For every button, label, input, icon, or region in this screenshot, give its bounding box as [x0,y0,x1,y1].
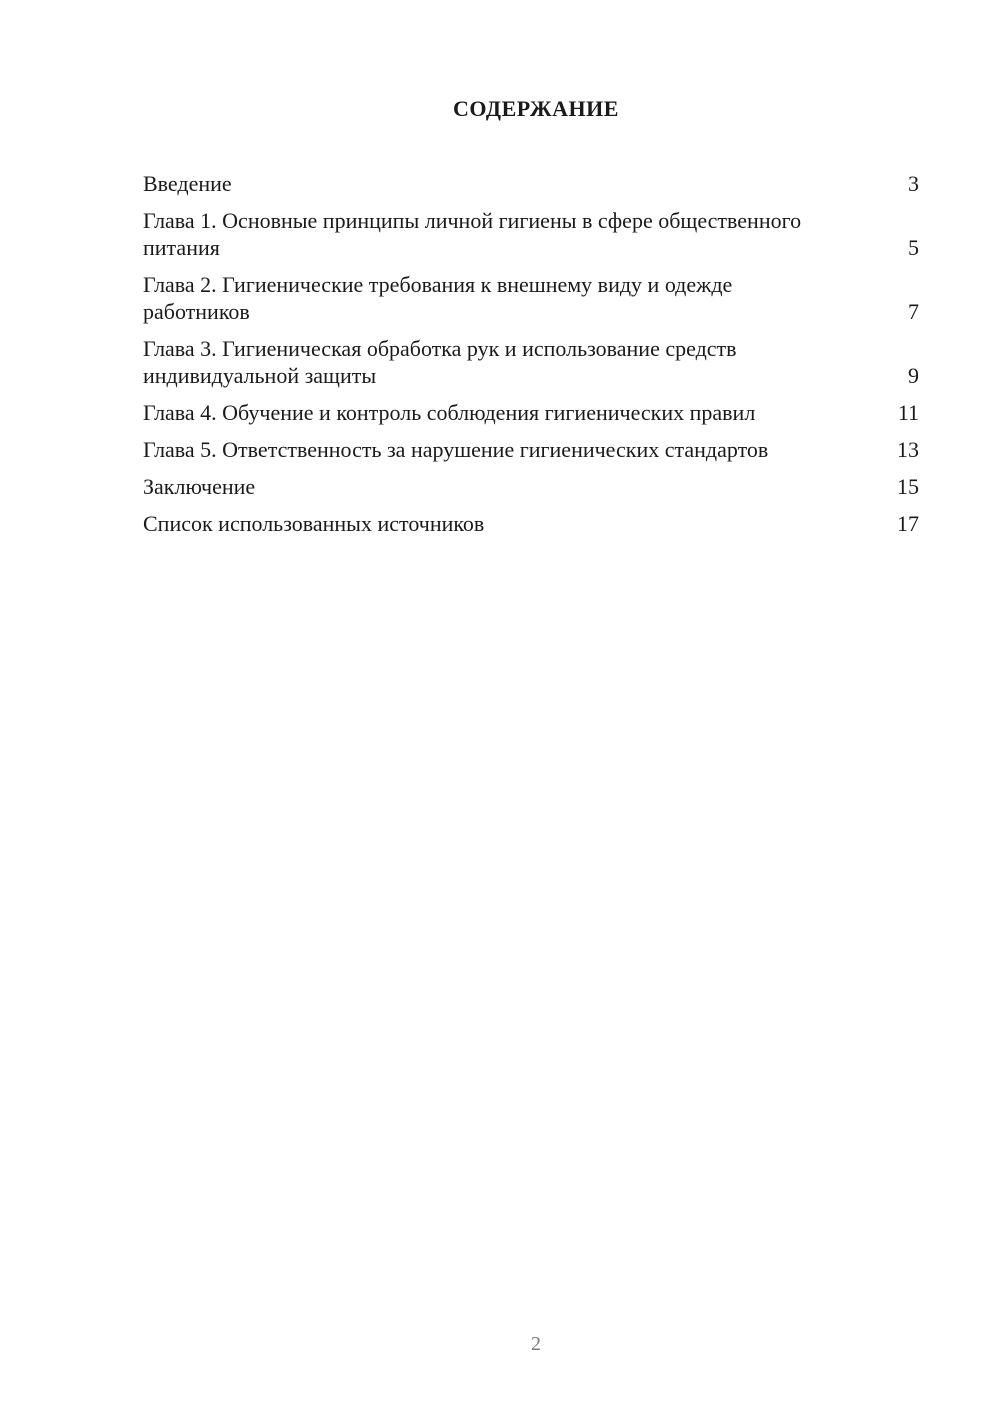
toc-entry-page: 17 [897,511,919,536]
toc-entry-title: Глава 1. Основные принципы личной гигиены в сфере общественного питания [143,208,802,260]
toc-entry-page: 13 [897,437,919,462]
toc-entry-title: Список использованных источников [143,511,485,536]
toc-entry-page: 11 [897,400,919,425]
toc-entry-conclusion [143,473,919,500]
toc-entry-page: 9 [908,363,919,388]
toc-entry-title: Введение [143,171,232,196]
toc-entry-chapter-3 [143,335,919,389]
table-of-contents [143,170,919,547]
toc-entry-title: Глава 5. Ответственность за нарушение гигиенических стандартов [143,437,769,462]
toc-entry-title: Заключение [143,474,256,499]
toc-entry-chapter-1 [143,207,919,261]
toc-entry-introduction [143,170,919,197]
toc-entry-page: 15 [897,474,919,499]
toc-entry-page: 7 [908,299,919,324]
toc-entry-page: 3 [908,171,919,196]
page-number: 2 [531,1333,541,1355]
toc-entry-references [143,510,919,537]
toc-heading: СОДЕРЖАНИЕ [453,96,619,121]
toc-entry-chapter-4 [143,399,919,426]
toc-entry-title: Глава 4. Обучение и контроль соблюдения гигиенических правил [143,400,756,425]
toc-entry-chapter-5 [143,436,919,463]
toc-entry-title: Глава 3. Гигиеническая обработка рук и использование средств индивидуальной защиты [143,336,737,388]
toc-entry-chapter-2 [143,271,919,325]
toc-entry-page: 5 [908,235,919,260]
toc-entry-title: Глава 2. Гигиенические требования к внешнему виду и одежде работников [143,272,733,324]
